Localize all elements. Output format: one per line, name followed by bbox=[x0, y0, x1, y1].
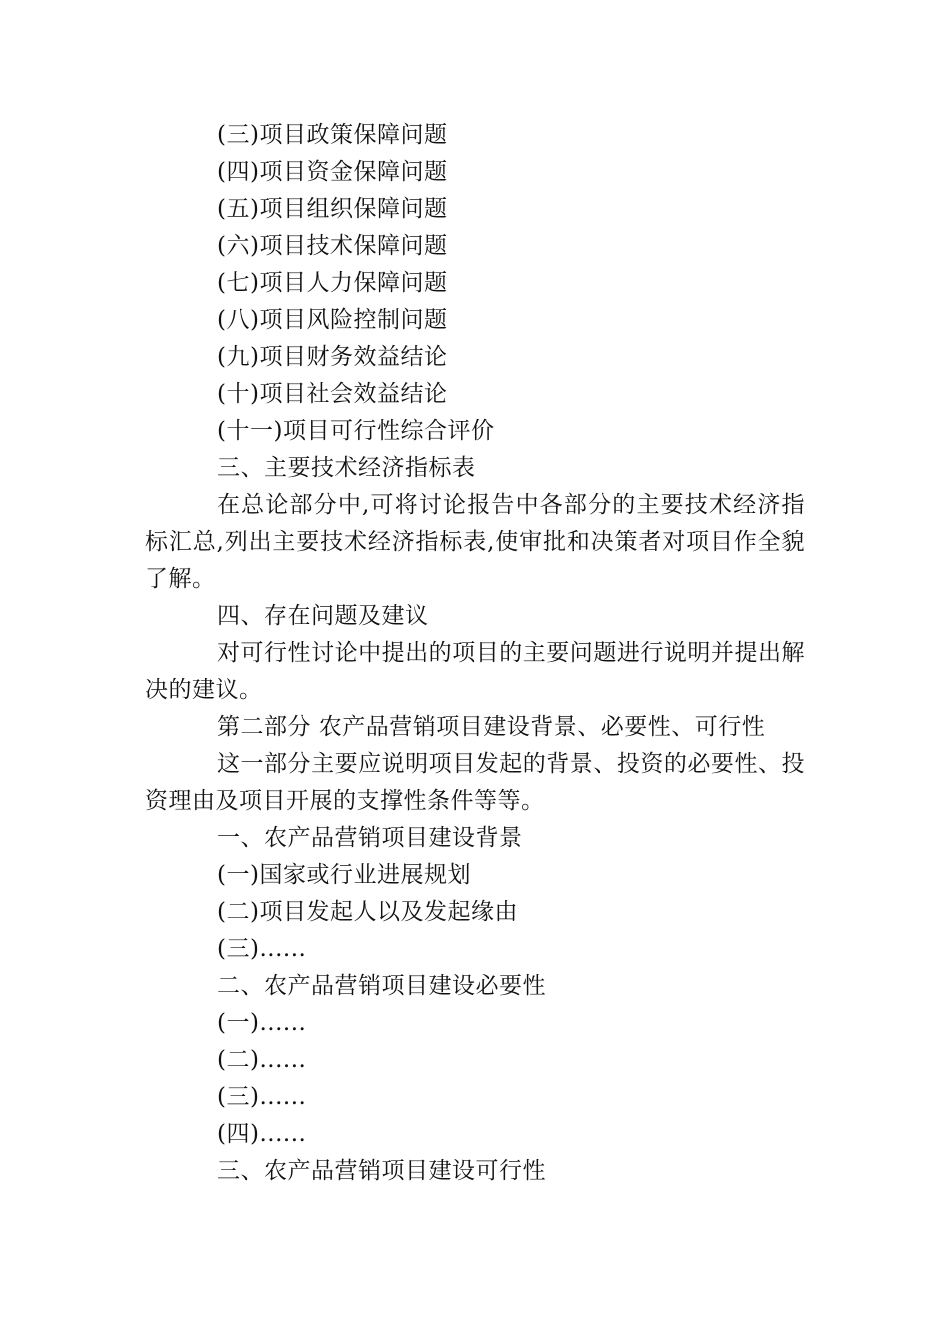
section-heading-necessity: 二、农产品营销项目建设必要性 bbox=[217, 973, 546, 999]
section-heading-problems: 四、存在问题及建议 bbox=[217, 603, 429, 629]
list-item-placeholder: (一)...... bbox=[217, 1010, 307, 1036]
list-item-risk: (八)项目风险控制问题 bbox=[217, 307, 448, 333]
list-item-initiator: (二)项目发起人以及发起缘由 bbox=[217, 899, 518, 925]
list-item-technology: (六)项目技术保障问题 bbox=[217, 233, 448, 259]
list-item-social: (十)项目社会效益结论 bbox=[217, 381, 448, 407]
section-heading-indicators: 三、主要技术经济指标表 bbox=[217, 455, 476, 481]
list-item-manpower: (七)项目人力保障问题 bbox=[217, 270, 448, 296]
list-item-funding: (四)项目资金保障问题 bbox=[217, 159, 448, 185]
list-item-financial: (九)项目财务效益结论 bbox=[217, 344, 448, 370]
paragraph-problems: 对可行性讨论中提出的项目的主要问题进行说明并提出解决的建议。 bbox=[145, 640, 805, 703]
document-body bbox=[145, 117, 805, 1190]
list-item-placeholder: (三)...... bbox=[217, 1084, 307, 1110]
list-item-organization: (五)项目组织保障问题 bbox=[217, 196, 448, 222]
list-item-national-plan: (一)国家或行业进展规划 bbox=[217, 862, 471, 888]
part-title: 第二部分 农产品营销项目建设背景、必要性、可行性 bbox=[217, 714, 766, 740]
list-item-placeholder: (三)...... bbox=[217, 936, 307, 962]
list-item-evaluation: (十一)项目可行性综合评价 bbox=[217, 418, 495, 444]
list-item-placeholder: (二)...... bbox=[217, 1047, 307, 1073]
paragraph-indicators: 在总论部分中,可将讨论报告中各部分的主要技术经济指标汇总,列出主要技术经济指标表,使审批和决策者对项目作全貌了解。 bbox=[145, 492, 805, 592]
list-item-placeholder: (四)...... bbox=[217, 1121, 307, 1147]
section-heading-background: 一、农产品营销项目建设背景 bbox=[217, 825, 523, 851]
paragraph-part2-intro: 这一部分主要应说明项目发起的背景、投资的必要性、投资理由及项目开展的支撑性条件等等。 bbox=[145, 751, 805, 814]
section-heading-feasibility: 三、农产品营销项目建设可行性 bbox=[217, 1158, 546, 1184]
list-item-policy: (三)项目政策保障问题 bbox=[217, 122, 448, 148]
